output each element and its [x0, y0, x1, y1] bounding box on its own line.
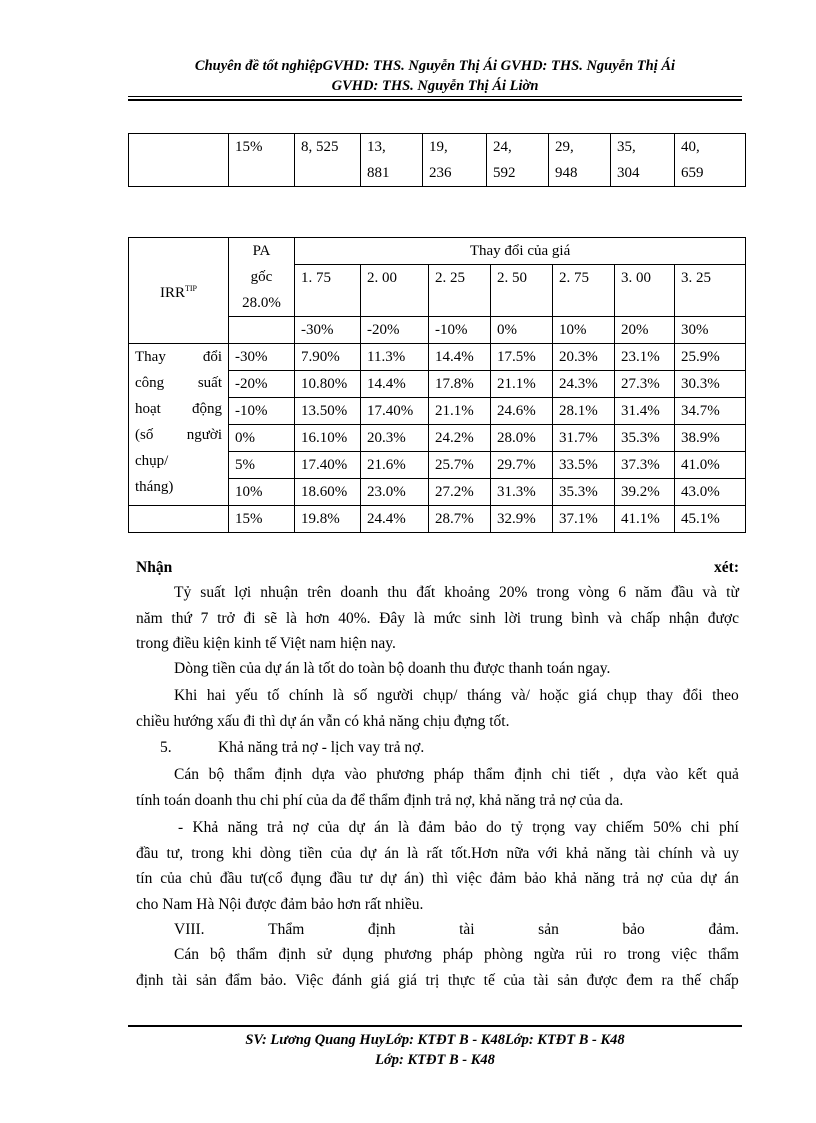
irr-value-cell: 32.9% — [491, 506, 553, 533]
capacity-change-cell: 5% — [229, 452, 295, 479]
price-cell: 3. 00 — [615, 265, 675, 317]
table-cell: 8, 525 — [295, 134, 361, 187]
header-word: (số — [135, 427, 154, 443]
irr-value-cell: 43.0% — [675, 479, 746, 506]
capacity-change-header — [129, 344, 229, 506]
irr-value-cell: 29.7% — [491, 452, 553, 479]
table-cell — [129, 506, 229, 533]
text-line: Tỷ suất lợi nhuận trên doanh thu đất khoảng 20% trong vòng 6 năm đầu và từ — [174, 584, 739, 601]
capacity-change-cell: 10% — [229, 479, 295, 506]
text-line: chiều hướng xấu đi thì dự án vẫn có khả năng chịu đựng tốt. — [136, 712, 510, 730]
header-word: hoạt — [135, 401, 161, 417]
base-case-cell: PA gốc 28.0% — [229, 238, 295, 317]
header-word: người — [186, 427, 222, 443]
price-change-cell: -20% — [361, 317, 429, 344]
capacity-change-cell: -30% — [229, 344, 295, 371]
header-word: công — [135, 375, 165, 391]
page-header — [128, 56, 742, 96]
paragraph-2 — [136, 656, 739, 682]
irr-label-sup: TIP — [185, 283, 197, 293]
irr-value-cell: 24.3% — [553, 371, 615, 398]
irr-value-cell: 23.0% — [361, 479, 429, 506]
revenue-table-fragment — [128, 133, 746, 187]
table-cell: 24, 592 — [487, 134, 549, 187]
irr-value-cell: 19.8% — [295, 506, 361, 533]
heading-word: tài — [459, 921, 475, 938]
irr-value-cell: 27.3% — [615, 371, 675, 398]
header-line — [135, 344, 222, 370]
irr-value-cell: 13.50% — [295, 398, 361, 425]
text-line: tín của chủ đầu tư(cổ đụng đầu tư dự án) thì việc đảm bảo khả năng trả nợ của dự án — [136, 870, 739, 887]
header-line-2: GVHD: THS. Nguyễn Thị Ái Liờn — [331, 78, 539, 94]
irr-value-cell: 27.2% — [429, 479, 491, 506]
irr-value-cell: 38.9% — [675, 425, 746, 452]
price-change-cell: -10% — [429, 317, 491, 344]
header-line — [135, 448, 222, 474]
irr-value-cell: 11.3% — [361, 344, 429, 371]
irr-value-cell: 37.1% — [553, 506, 615, 533]
irr-value-cell: 17.5% — [491, 344, 553, 371]
section-8-heading — [136, 917, 739, 943]
irr-value-cell: 17.40% — [361, 398, 429, 425]
irr-value-cell: 41.1% — [615, 506, 675, 533]
heading-word: sản — [538, 921, 559, 938]
text-line: định tài sản đẩm bảo. Việc đánh giá giá trị thực tế của tài sản được đem ra thế chấp — [136, 971, 739, 989]
footer-rule — [128, 1025, 742, 1027]
irr-value-cell: 35.3% — [553, 479, 615, 506]
header-word: chụp/ — [135, 453, 169, 469]
irr-value-cell: 20.3% — [553, 344, 615, 371]
capacity-change-cell: 0% — [229, 425, 295, 452]
capacity-change-cell: -10% — [229, 398, 295, 425]
capacity-change-cell: 15% — [229, 506, 295, 533]
table-cell: 19, 236 — [423, 134, 487, 187]
price-cell: 2. 25 — [429, 265, 491, 317]
header-word: suất — [197, 375, 222, 391]
irr-value-cell: 37.3% — [615, 452, 675, 479]
irr-value-cell: 25.7% — [429, 452, 491, 479]
irr-value-cell: 33.5% — [553, 452, 615, 479]
table-cell: 15% — [229, 134, 295, 187]
remark-word-1: Nhận — [136, 559, 173, 576]
paragraph-1 — [136, 580, 739, 657]
irr-value-cell: 28.7% — [429, 506, 491, 533]
table-row — [129, 506, 746, 533]
irr-value-cell: 21.1% — [429, 398, 491, 425]
irr-value-cell: 18.60% — [295, 479, 361, 506]
text-line: trong điều kiện kinh tế Việt nam hiện nay. — [136, 635, 396, 652]
price-change-header: Thay đổi của giá — [295, 238, 746, 265]
header-rule-thick — [128, 99, 742, 101]
text-line: Cán bộ thẩm định dựa vào phương pháp thẩm định chi tiết , dựa vào kết quả — [174, 766, 739, 783]
irr-value-cell: 30.3% — [675, 371, 746, 398]
irr-value-cell: 31.3% — [491, 479, 553, 506]
table-cell: 35, 304 — [611, 134, 675, 187]
price-change-cell: 10% — [553, 317, 615, 344]
irr-value-cell: 31.7% — [553, 425, 615, 452]
irr-value-cell: 24.4% — [361, 506, 429, 533]
irr-value-cell: 35.3% — [615, 425, 675, 452]
heading-word: định — [367, 921, 396, 938]
page-footer — [128, 1030, 742, 1070]
irr-value-cell: 21.1% — [491, 371, 553, 398]
irr-value-cell: 28.1% — [553, 398, 615, 425]
table-row — [129, 344, 746, 371]
irr-value-cell: 17.8% — [429, 371, 491, 398]
price-cell: 3. 25 — [675, 265, 746, 317]
table-cell: 40, 659 — [675, 134, 746, 187]
section-number: 5. — [160, 739, 172, 756]
text-line: tính toán doanh thu chi phí của da để thẩm định trả nợ, khả năng trả nợ của da. — [136, 791, 624, 809]
header-line — [135, 396, 222, 422]
irr-value-cell: 24.2% — [429, 425, 491, 452]
paragraph-5 — [136, 815, 739, 917]
header-word: tháng) — [135, 479, 174, 495]
header-line — [135, 474, 222, 500]
text-line: Dòng tiền của dự án là tốt do toàn bộ doanh thu được thanh toán ngay. — [174, 660, 611, 677]
price-cell: 1. 75 — [295, 265, 361, 317]
irr-value-cell: 45.1% — [675, 506, 746, 533]
text-line: năm thứ 7 trở đi sẽ là hơn 40%. Đây là mức sinh lời trung bình và chấp nhận được — [136, 609, 739, 627]
irr-value-cell: 23.1% — [615, 344, 675, 371]
irr-value-cell: 25.9% — [675, 344, 746, 371]
remark-word-2: xét: — [714, 559, 739, 576]
irr-value-cell: 21.6% — [361, 452, 429, 479]
capacity-change-cell: -20% — [229, 371, 295, 398]
irr-value-cell: 39.2% — [615, 479, 675, 506]
text-line: cho Nam Hà Nội được đảm bảo hơn rất nhiều. — [136, 895, 424, 913]
price-change-cell: 30% — [675, 317, 746, 344]
price-change-cell: 20% — [615, 317, 675, 344]
heading-word: VIII. — [174, 921, 205, 938]
irr-value-cell: 28.0% — [491, 425, 553, 452]
table-cell: 13, 881 — [361, 134, 423, 187]
irr-value-cell: 17.40% — [295, 452, 361, 479]
header-line — [135, 422, 222, 448]
price-cell: 2. 00 — [361, 265, 429, 317]
heading-word: bảo — [622, 921, 645, 938]
irr-value-cell: 20.3% — [361, 425, 429, 452]
irr-label: IRR — [159, 284, 185, 301]
table-header-row — [129, 238, 746, 265]
text-line: Cán bộ thẩm định sử dụng phương pháp phòng ngừa rủi ro trong việc thẩm — [174, 946, 739, 963]
footer-line-1: SV: Lương Quang HuyLớp: KTĐT B - K48Lớp: KTĐT B - K48 — [245, 1032, 625, 1048]
header-line-1: Chuyên đề tốt nghiệpGVHD: THS. Nguyễn Thị Ái GVHD: THS. Nguyễn Thị Ái — [194, 58, 676, 74]
irr-value-cell: 34.7% — [675, 398, 746, 425]
table-cell — [229, 317, 295, 344]
table-row — [129, 134, 746, 187]
irr-corner-cell — [129, 238, 229, 344]
remark-heading — [136, 555, 739, 581]
irr-value-cell: 31.4% — [615, 398, 675, 425]
paragraph-6 — [136, 942, 739, 993]
text-line: - Khả năng trả nợ của dự án là đảm bảo do tỷ trọng vay chiếm 50% chi phí — [178, 819, 739, 836]
price-cell: 2. 75 — [553, 265, 615, 317]
irr-value-cell: 14.4% — [361, 371, 429, 398]
table-cell — [129, 134, 229, 187]
section-title: Khả năng trả nợ - lịch vay trả nợ. — [218, 739, 425, 756]
price-cell: 2. 50 — [491, 265, 553, 317]
header-word: động — [192, 401, 222, 417]
header-rule — [128, 96, 742, 97]
footer-line-2: Lớp: KTĐT B - K48 — [375, 1052, 495, 1068]
header-word: Thay — [135, 349, 166, 365]
header-word: đổi — [202, 349, 222, 365]
irr-value-cell: 10.80% — [295, 371, 361, 398]
heading-word: Thẩm — [268, 921, 305, 938]
irr-value-cell: 41.0% — [675, 452, 746, 479]
irr-value-cell: 7.90% — [295, 344, 361, 371]
paragraph-4 — [136, 762, 739, 813]
irr-value-cell: 14.4% — [429, 344, 491, 371]
heading-word: đảm. — [708, 921, 739, 938]
text-line: đầu tư, trong khi dòng tiền của dự án là rất tốt.Hơn nữa với khả năng tài chính và uy — [136, 844, 739, 862]
text-line: Khi hai yếu tố chính là số người chụp/ tháng và/ hoặc giá chụp thay đổi theo — [174, 687, 739, 704]
header-line — [135, 370, 222, 396]
price-change-cell: -30% — [295, 317, 361, 344]
irr-value-cell: 16.10% — [295, 425, 361, 452]
table-cell: 29, 948 — [549, 134, 611, 187]
price-change-cell: 0% — [491, 317, 553, 344]
irr-value-cell: 24.6% — [491, 398, 553, 425]
irr-sensitivity-table — [128, 237, 746, 533]
paragraph-3 — [136, 683, 739, 734]
